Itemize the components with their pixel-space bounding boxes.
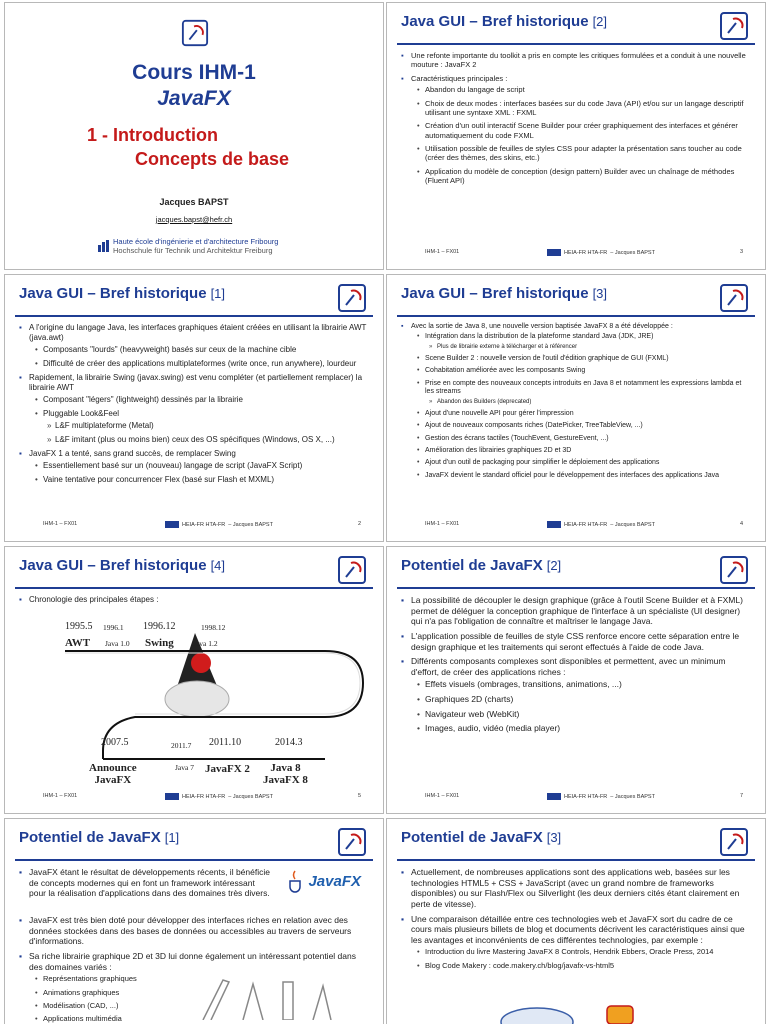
- title-rule: [397, 859, 755, 861]
- bullet: ▪ A l'origine du langage Java, les interfaces graphiques étaient créées en utilisant la librairie AWT (java.awt) • Composants "lourds" (heavyweight) basés sur ceux de la machine cible • Difficulté de créer des applications multiplateformes (write once, run anywhere), lourdeur: [29, 323, 369, 369]
- year-label: 2007.5: [101, 737, 129, 748]
- slide-potential-3: [386, 818, 766, 1024]
- sub-bullet: • Cohabitation améliorée avec les composants Swing: [425, 367, 751, 375]
- bullet: ▪ JavaFX étant le résultat de développements récents, il bénéficie de concepts modernes qui en font un framework intéressant pour la réalisation d'applications dans des domaines très divers.: [29, 867, 273, 899]
- year-label: 2011.7: [171, 741, 192, 750]
- year-label: 1996.12: [143, 621, 176, 632]
- sub-bullet: • Représentations graphiques: [43, 974, 369, 983]
- school-logo-icon: [547, 793, 561, 800]
- sub-bullet: • Difficulté de créer des applications multiplateformes (write once, run anywhere), lourdeur: [43, 359, 369, 369]
- slide-potential-2: [386, 546, 766, 814]
- bullet: ▪ Caractéristiques principales : • Abandon du langage de script • Choix de deux modes : interfaces basées sur du code Java (API) et/ou sur un langage descriptif utilisant une syntaxe XML : FXML • Création d'un outil interactif Scene Builder pour créer graphiquement des interfaces et générer automatiquement du code FXML • Utilisation possible de feuilles de styles CSS pour adapter la présentation sans toucher au code (créer des thèmes, des skins, etc.) • Application du modèle de conception (design pattern) Builder avec un chaînage de méthodes (Fluent API): [411, 74, 751, 186]
- year-label: 2011.10: [209, 737, 242, 748]
- bullet: ▪ Avec la sortie de Java 8, une nouvelle version baptisée JavaFX 8 a été développée : • Intégration dans la distribution de la plateforme standard Java (JDK, JRE) » Plus de librairie externe à télécharger et à référencer • Scene Builder 2 : nouvelle version de l'outil d'édition graphique de GUI (FXML) • Cohabitation améliorée avec les composants Swing • Prise en compte des nouveaux concepts introduits en Java 8 et notamment les expressions lambda et les streams » Abandon des Builders (deprecated) • Ajout d'une nouvelle API pour gérer l'impression • Ajout de nouveaux composants riches (DatePicker, TreeTableView, ...) • Gestion des écrans tactiles (TouchEvent, GestureEvent, ...) • Amélioration des librairies graphiques 2D et 3D • Ajout d'un outil de packaging pour simplifier le déploiement des applications • JavaFX devient le standard officiel pour le développement des interfaces des applications Java: [411, 323, 751, 480]
- bullet: ▪ Une refonte importante du toolkit a pris en compte les critiques formulées et a conduit à une nouvelle mouture : JavaFX 2: [411, 51, 751, 70]
- course-logo-icon: [719, 555, 749, 585]
- sub-bullet: • Vaine tentative pour concurrencer Flex (basé sur Flash et MXML): [43, 475, 369, 485]
- slide-body: [401, 323, 751, 484]
- milestone-java7: Java 7: [175, 763, 194, 772]
- sub-bullet: • Pluggable Look&Feel » L&F multiplateforme (Metal) » L&F imitant (plus ou moins bien) ceux des OS spécifiques (Windows, OS X, ...): [43, 409, 369, 445]
- slide-title: Java GUI – Bref historique [2]: [401, 13, 608, 30]
- mascot-illustrations: [497, 994, 657, 1024]
- java-cup-icon: [287, 869, 305, 893]
- sub-bullet: • Scene Builder 2 : nouvelle version de l'outil d'édition graphique de GUI (FXML): [425, 355, 751, 363]
- javafx-logo: JavaFX: [287, 869, 361, 893]
- slide-history-4: [4, 546, 384, 814]
- author-name: Jacques BAPST: [159, 197, 229, 207]
- year-label: 2014.3: [275, 737, 303, 748]
- sub-bullet: • Amélioration des librairies graphiques 2D et 3D: [425, 447, 751, 455]
- school-logo-icon: [165, 793, 179, 800]
- bullet: ▪ Une comparaison détaillée entre ces technologies web et JavaFX sort du cadre de ce cours mais plusieurs billets de blog et documents décrivent les caractéristiques ainsi que les avantages et inconvénients de ces différentes technologies, par exemple : • Introduction du livre Mastering JavaFX 8 Controls, Hendrik Ebbers, Oracle Press, 2014 • Blog Code Makery : code.makery.ch/blog/javafx-vs-html5: [411, 914, 751, 971]
- slide-body: [401, 51, 751, 190]
- slide-footer: IHM-1 – FX01 HEIA-FR HTA-FR – Jacques BAPST 5: [43, 793, 361, 800]
- bullet: ▪ JavaFX 1 a tenté, sans grand succès, de remplacer Swing • Essentiellement basé sur un (nouveau) langage de script (JavaFX Script) • Vaine tentative pour concurrencer Flex (basé sur Flash et MXML): [29, 449, 369, 485]
- bullet: ▪ Chronologie des principales étapes :: [29, 595, 369, 605]
- milestone-java8-javafx8: Java 8 JavaFX 8: [263, 762, 308, 786]
- sub-bullet: • Effets visuels (ombrages, transitions, animations, ...): [425, 679, 751, 690]
- sub-bullet[interactable]: • Blog Code Makery : code.makery.ch/blog/javafx-vs-html5: [425, 961, 751, 970]
- sub-bullet: • Ajout d'un outil de packaging pour simplifier le déploiement des applications: [425, 459, 751, 467]
- page-number: 7: [739, 793, 743, 799]
- slide-title: [4, 2, 384, 270]
- sub-sub-bullet: » L&F imitant (plus ou moins bien) ceux des OS spécifiques (Windows, OS X, ...): [55, 435, 369, 445]
- page-number: 4: [739, 521, 743, 527]
- course-logo-icon: [337, 283, 367, 313]
- slide-title: Potentiel de JavaFX [2]: [401, 557, 562, 574]
- slide-title: Potentiel de JavaFX [3]: [401, 829, 562, 846]
- slide-potential-1: [4, 818, 384, 1024]
- page-number: 3: [739, 249, 743, 255]
- timeline: [25, 613, 365, 793]
- bullet: ▪ Actuellement, de nombreuses applications sont des applications web, basées sur les technologies HTML5 + CSS + JavaScript (avec un grand nombre de frameworks disponibles) ou sur Flash/Flex ou Silverlight (les deux derniers cités étant clairement en perte de vitesse).: [411, 867, 751, 910]
- author-email-link[interactable]: jacques.bapst@hefr.ch: [155, 215, 233, 224]
- sub-bullet: • Utilisation possible de feuilles de styles CSS pour adapter la présentation sans toucher au code (créer des thèmes, des skins, etc.): [425, 144, 751, 163]
- title-rule: [397, 43, 755, 45]
- sub-bullet: • Modélisation (CAD, ...): [43, 1001, 369, 1010]
- sub-bullet: • JavaFX devient le standard officiel pour le développement des interfaces des applications Java: [425, 472, 751, 480]
- slide-title: Java GUI – Bref historique [4]: [19, 557, 226, 574]
- sub-bullet: • Création d'un outil interactif Scene Builder pour créer graphiquement des interfaces et générer automatiquement du code FXML: [425, 121, 751, 140]
- bullet: ▪ Sa riche librairie graphique 2D et 3D lui donne également un intéressant potentiel dans des domaines variés : • Représentations graphiques • Animations graphiques • Modélisation (CAD, ...) • Applications multimédia: [29, 951, 369, 1024]
- school-name: [113, 237, 278, 255]
- school-logo-icon: [165, 521, 179, 528]
- sub-bullet: • Ajout d'une nouvelle API pour gérer l'impression: [425, 410, 751, 418]
- milestone-java10: Java 1.0: [105, 639, 130, 648]
- sub-bullet: • Composant "légers" (lightweight) dessinés par la librairie: [43, 395, 369, 405]
- sub-bullet: • Introduction du livre Mastering JavaFX 8 Controls, Hendrik Ebbers, Oracle Press, 2014: [425, 947, 751, 956]
- school-name-de: Hochschule für Technik und Architektur Freiburg: [113, 246, 273, 255]
- slide-history-1: [4, 274, 384, 542]
- milestone-awt: AWT: [65, 637, 91, 649]
- slide-body: [401, 595, 751, 738]
- school-name-fr: Haute école d'ingénierie et d'architecture Fribourg: [113, 237, 279, 246]
- sub-bullet: • Images, audio, vidéo (media player): [425, 723, 751, 734]
- bullet: ▪ L'application possible de feuilles de style CSS renforce encore cette séparation entre le design graphique et les traitements qui seront effectués à l'aide de code Java.: [411, 631, 751, 652]
- chapter-subtitle: Concepts de base: [135, 149, 290, 169]
- bullet: ▪ Rapidement, la librairie Swing (javax.swing) est venu compléter (et partiellement remplacer) la librairie AWT • Composant "légers" (lightweight) dessinés par la librairie • Pluggable Look&Feel » L&F multiplateforme (Metal) » L&F imitant (plus ou moins bien) ceux des OS spécifiques (Windows, OS X, ...): [29, 373, 369, 445]
- title-rule: [15, 859, 373, 861]
- sub-sub-bullet: » Abandon des Builders (deprecated): [437, 399, 751, 406]
- slide-title: Java GUI – Bref historique [3]: [401, 285, 608, 302]
- milestone-javafx2: JavaFX 2: [205, 763, 250, 775]
- slide-body: [19, 595, 369, 609]
- sub-bullet: • Composants "lourds" (heavyweight) basés sur ceux de la machine cible: [43, 345, 369, 355]
- slide-history-2: [386, 2, 766, 270]
- drawing-tools-illustration: [193, 976, 343, 1020]
- title-rule: [397, 587, 755, 589]
- slide-body: [19, 323, 369, 489]
- school-logo-icon: [547, 521, 561, 528]
- slide-title: Java GUI – Bref historique [1]: [19, 285, 226, 302]
- slide-footer: IHM-1 – FX01 HEIA-FR HTA-FR – Jacques BAPST 3: [425, 249, 743, 256]
- slide-footer: IHM-1 – FX01 HEIA-FR HTA-FR – Jacques BAPST 4: [425, 521, 743, 528]
- school-logo-icon: [97, 239, 111, 253]
- school-logo-icon: [547, 249, 561, 256]
- sub-bullet: • Applications multimédia: [43, 1014, 369, 1023]
- sub-bullet: • Gestion des écrans tactiles (TouchEvent, GestureEvent, ...): [425, 435, 751, 443]
- course-logo-icon: [719, 11, 749, 41]
- slide-footer: IHM-1 – FX01 HEIA-FR HTA-FR – Jacques BAPST 2: [43, 521, 361, 528]
- sub-bullet: • Animations graphiques: [43, 988, 369, 997]
- year-label: 1996.1: [103, 623, 124, 632]
- sub-bullet: • Prise en compte des nouveaux concepts introduits en Java 8 et notamment les expressions lambda et les streams » Abandon des Builders (deprecated): [425, 380, 751, 406]
- course-logo-icon: [337, 555, 367, 585]
- sub-bullet: • Navigateur web (WebKit): [425, 709, 751, 720]
- sub-bullet: • Graphiques 2D (charts): [425, 694, 751, 705]
- chapter-title: 1 - Introduction: [87, 125, 218, 145]
- sub-bullet: • Essentiellement basé sur un (nouveau) langage de script (JavaFX Script): [43, 461, 369, 471]
- bullet: ▪ JavaFX est très bien doté pour développer des interfaces riches en relation avec des données stockées dans des bases de données ou accessibles au travers de serveurs d'informations.: [29, 915, 369, 947]
- course-logo-icon: [719, 283, 749, 313]
- title-rule: [397, 315, 755, 317]
- sub-bullet: • Application du modèle de conception (design pattern) Builder avec un chaînage de méthodes (Fluent API): [425, 167, 751, 186]
- milestone-swing: Swing: [145, 637, 174, 649]
- slide-body: [401, 867, 751, 974]
- slide-history-3: [386, 274, 766, 542]
- bullet: ▪ La possibilité de découpler le design graphique (grâce à l'outil Scene Builder et à FXML) permet de déléguer la conception graphique de l'interface à un spécialiste (UI designer) qui n'a pas l'obligation de connaître et maîtriser le langage Java.: [411, 595, 751, 627]
- page-number: 2: [357, 521, 361, 527]
- bullet: ▪ Différents composants complexes sont disponibles et permettent, avec un minimum d'effort, de créer des applications riches : • Effets visuels (ombrages, transitions, animations, ...) • Graphiques 2D (charts) • Navigateur web (WebKit) • Images, audio, vidéo (media player): [411, 656, 751, 734]
- course-title: Cours IHM-1: [132, 61, 256, 84]
- page-number: 5: [357, 793, 361, 799]
- title-rule: [15, 315, 373, 317]
- sub-bullet: • Abandon du langage de script: [425, 85, 751, 94]
- sub-bullet: • Intégration dans la distribution de la plateforme standard Java (JDK, JRE) » Plus de librairie externe à télécharger et à référencer: [425, 333, 751, 351]
- sub-bullet: • Ajout de nouveaux composants riches (DatePicker, TreeTableView, ...): [425, 422, 751, 430]
- course-subtitle: JavaFX: [157, 87, 231, 110]
- sub-sub-bullet: » L&F multiplateforme (Metal): [55, 421, 369, 431]
- slide-title: Potentiel de JavaFX [1]: [19, 829, 180, 846]
- sub-bullet: • Choix de deux modes : interfaces basées sur du code Java (API) et/ou sur un langage descriptif utilisant une syntaxe XML : FXML: [425, 99, 751, 118]
- course-logo-icon: [719, 827, 749, 857]
- slide-footer: IHM-1 – FX01 HEIA-FR HTA-FR – Jacques BAPST 7: [425, 793, 743, 800]
- milestone-announce-javafx: Announce JavaFX: [89, 762, 137, 786]
- slide-body: [19, 867, 273, 903]
- year-label: 1995.5: [65, 621, 93, 632]
- course-logo-icon: [181, 19, 209, 47]
- title-rule: [15, 587, 373, 589]
- year-label: 1998.12: [201, 623, 226, 632]
- course-logo-icon: [337, 827, 367, 857]
- sub-sub-bullet: » Plus de librairie externe à télécharger et à référencer: [437, 344, 751, 351]
- milestone-java12: Java 1.2: [193, 639, 218, 648]
